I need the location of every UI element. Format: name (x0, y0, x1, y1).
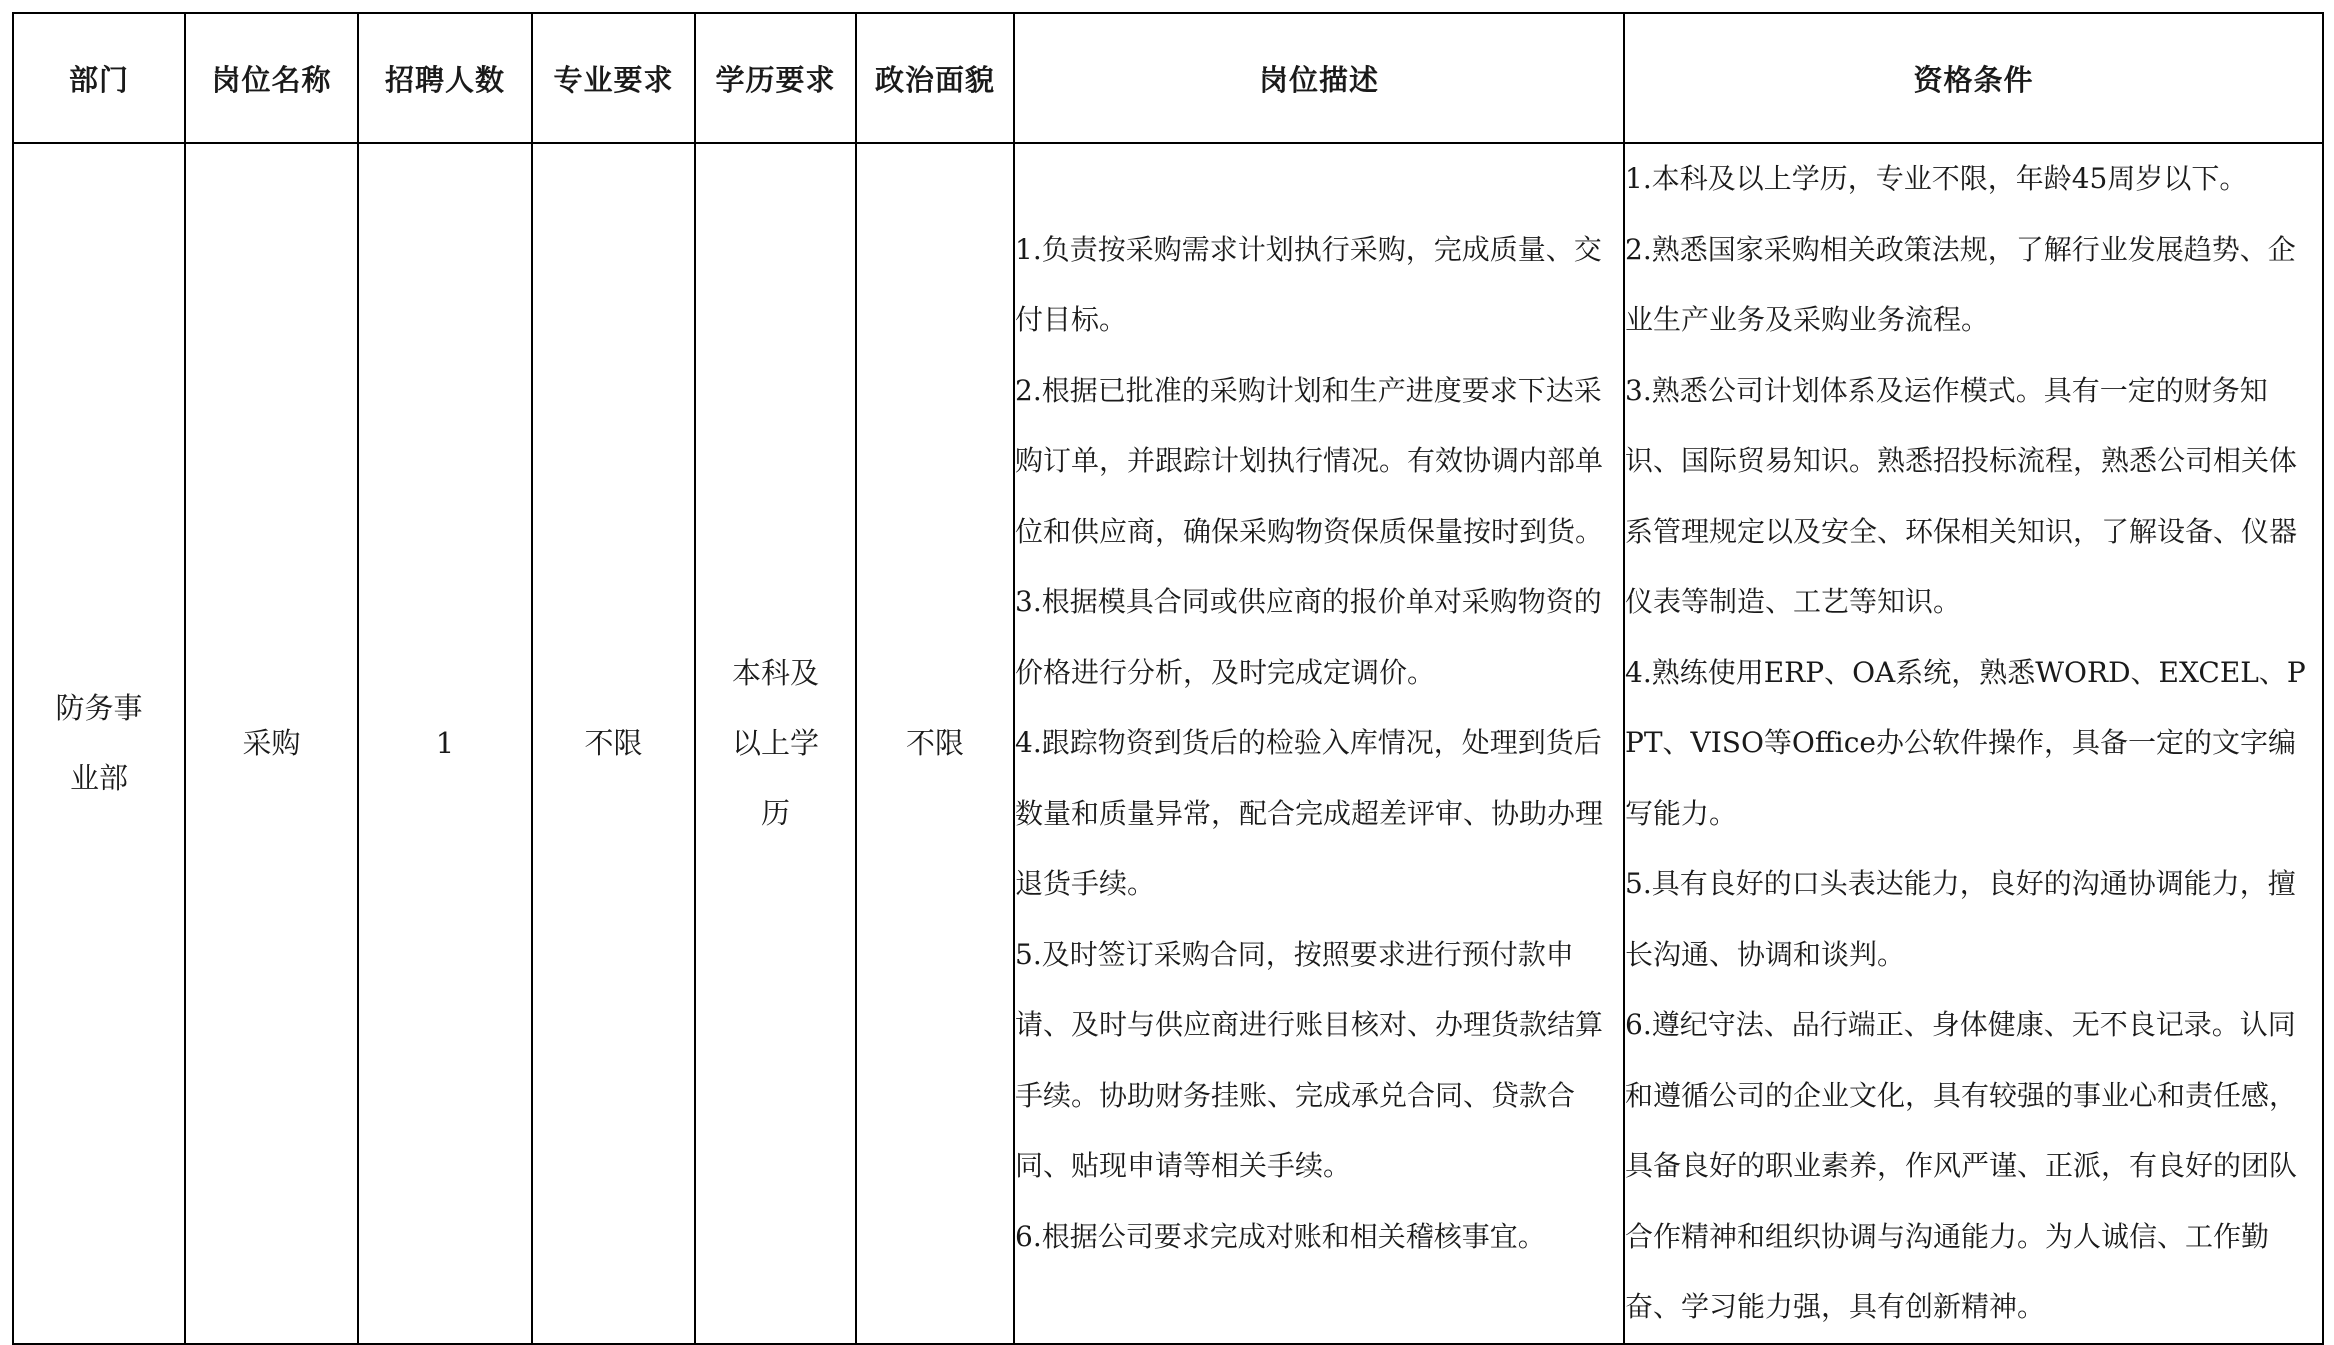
cell-qualification (1624, 143, 2323, 1344)
qualification-item: 3.熟悉公司计划体系及运作模式。具有一定的财务知识、国际贸易知识。熟悉招投标流程，熟悉公司相关体系管理规定以及安全、环保相关知识，了解设备、仪器仪表等制造、工艺等知识。 (1625, 373, 2298, 618)
cell-education (695, 143, 856, 1344)
description-item: 5.及时签订采购合同，按照要求进行预付款申请、及时与供应商进行账目核对、办理货款结算手续。协助财务挂账、完成承兑合同、贷款合同、贴现申请等相关手续。 (1015, 937, 1604, 1182)
qualification-item: 2.熟悉国家采购相关政策法规，了解行业发展趋势、企业生产业务及采购业务流程。 (1625, 232, 2296, 336)
political-value: 不限 (905, 726, 964, 761)
cell-political (856, 143, 1014, 1344)
qualification-item: 4.熟练使用ERP、OA系统，熟悉WORD、EXCEL、PPT、VISO等Office办公软件操作，具备一定的文字编写能力。 (1625, 655, 2306, 830)
header-position: 岗位名称 (185, 13, 358, 143)
qualification-item: 5.具有良好的口头表达能力，良好的沟通协调能力，擅长沟通、协调和谈判。 (1625, 867, 2296, 971)
table-row (13, 143, 2323, 1344)
cell-major (532, 143, 695, 1344)
qualification-item: 1.本科及以上学历，专业不限，年龄45周岁以下。 (1625, 162, 2248, 195)
header-qualification: 资格条件 (1624, 13, 2323, 143)
header-political: 政治面貌 (856, 13, 1014, 143)
description-item: 3.根据模具合同或供应商的报价单对采购物资的价格进行分析，及时完成定调价。 (1015, 585, 1602, 689)
description-item: 4.跟踪物资到货后的检验入库情况，处理到货后数量和质量异常，配合完成超差评审、协助办理退货手续。 (1015, 726, 1604, 900)
dept-value: 防务事业部 (55, 691, 143, 796)
count-value: 1 (435, 726, 455, 761)
header-count: 招聘人数 (358, 13, 532, 143)
header-major: 专业要求 (532, 13, 695, 143)
cell-count (358, 143, 532, 1344)
description-item: 6.根据公司要求完成对账和相关稽核事宜。 (1015, 1219, 1546, 1253)
description-item: 2.根据已批准的采购计划和生产进度要求下达采购订单，并跟踪计划执行情况。有效协调内部单位和供应商，确保采购物资保质保量按时到货。 (1015, 373, 1604, 548)
education-value: 本科及以上学历 (731, 656, 819, 831)
cell-position (185, 143, 358, 1344)
description-item: 1.负责按采购需求计划执行采购，完成质量、交付目标。 (1015, 232, 1602, 336)
recruitment-table (12, 12, 2324, 1345)
header-dept: 部门 (13, 13, 185, 143)
major-value: 不限 (584, 726, 643, 761)
position-value: 采购 (242, 726, 301, 761)
header-row (13, 13, 2323, 143)
cell-dept (13, 143, 185, 1344)
header-education: 学历要求 (695, 13, 856, 143)
cell-description (1014, 143, 1624, 1344)
header-description: 岗位描述 (1014, 13, 1624, 143)
qualification-item: 6.遵纪守法、品行端正、身体健康、无不良记录。认同和遵循公司的企业文化，具有较强的事业心和责任感，具备良好的职业素养，作风严谨、正派，有良好的团队合作精神和组织协调与沟通能力。为人诚信、工作勤奋、学习能力强，具有创新精神。 (1625, 1008, 2298, 1323)
